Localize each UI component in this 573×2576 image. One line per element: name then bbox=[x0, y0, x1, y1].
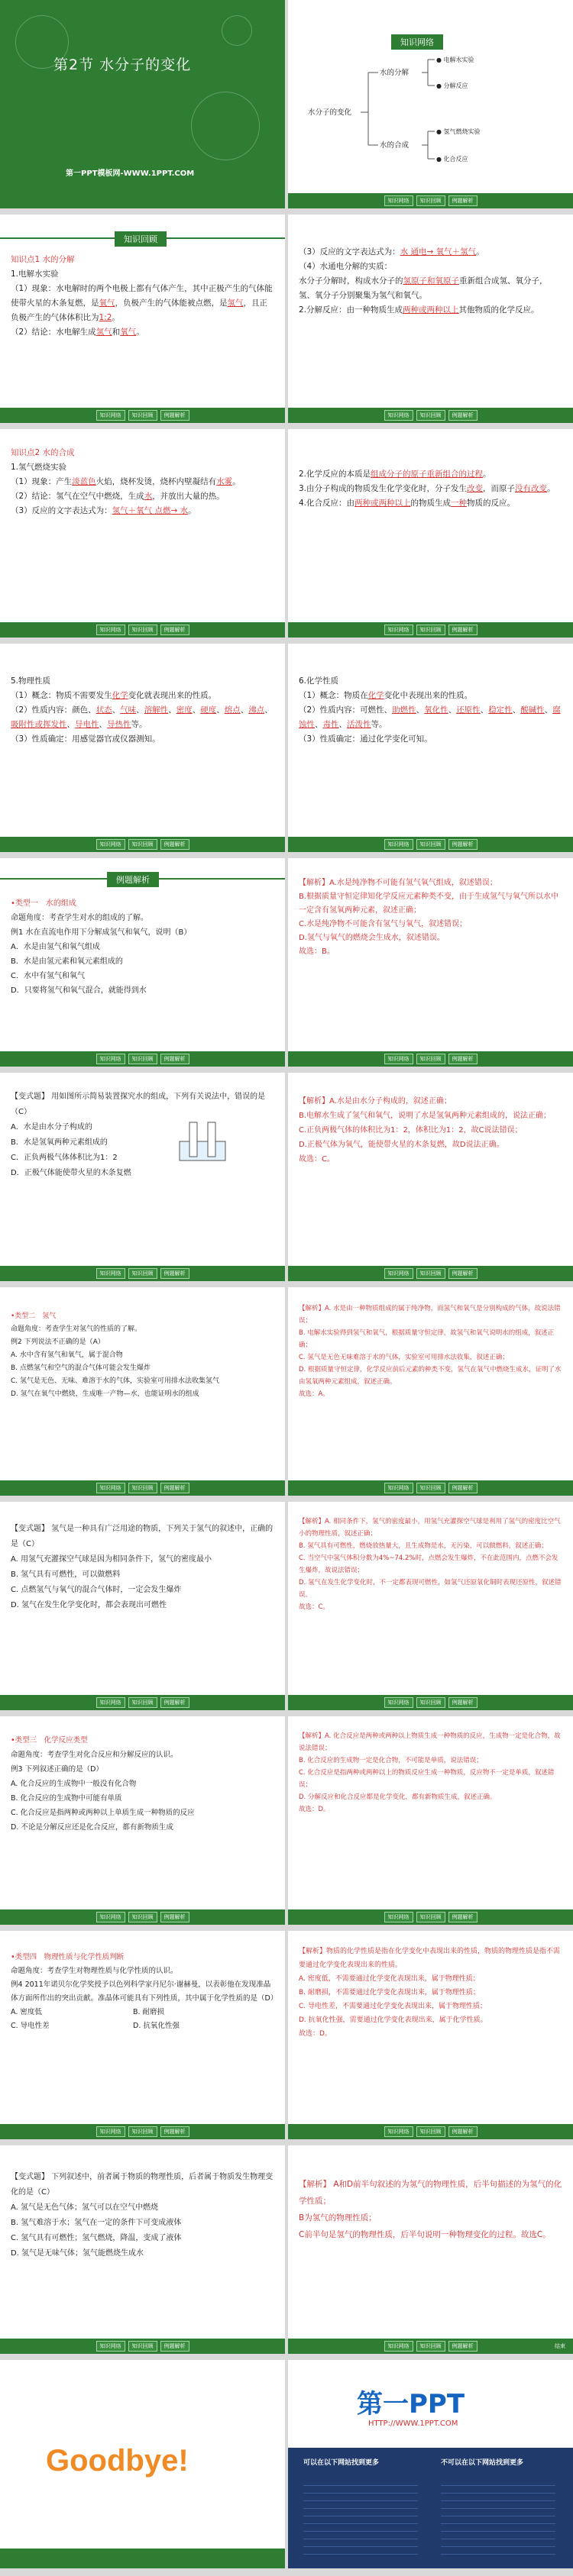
nav-knowledge-review[interactable]: 知识回顾 bbox=[416, 1054, 445, 1064]
nav-knowledge-review[interactable]: 知识回顾 bbox=[416, 2341, 445, 2352]
nav-knowledge-network[interactable]: 知识网络 bbox=[96, 410, 125, 421]
slide-subtitle: 第一PPT模板网-WWW.1PPT.COM bbox=[66, 169, 195, 178]
network-leaf: ● 氢气燃烧实验 bbox=[436, 128, 481, 135]
nav-knowledge-network[interactable]: 知识网络 bbox=[384, 1912, 413, 1922]
answer-slide-7 bbox=[288, 2145, 573, 2354]
slide-body: 【变式题】 下列叙述中，前者属于物质的物理性质，后者属于物质发生物理变化的是（C） A. 氢气是无色气体；氢气可以在空气中燃烧 B. 氢气难溶于水；氢气在一定的条件下可变成液体 C. 氢气具有可燃性；氢气燃烧，降温，变成了液体 D. 氢气是无味气体；氢气能燃烧生成水 bbox=[11, 2173, 274, 2258]
link-list[interactable] bbox=[441, 2478, 555, 2555]
nav-examples[interactable]: 例题解析 bbox=[160, 410, 189, 421]
nav-bar bbox=[288, 1695, 573, 1710]
nav-bar bbox=[0, 1695, 285, 1710]
nav-knowledge-network[interactable]: 知识网络 bbox=[384, 1697, 413, 1708]
nav-knowledge-network[interactable]: 知识网络 bbox=[384, 1483, 413, 1493]
nav-knowledge-network[interactable]: 知识网络 bbox=[96, 839, 125, 850]
nav-knowledge-review[interactable]: 知识回顾 bbox=[128, 625, 157, 635]
nav-bar bbox=[0, 2124, 285, 2139]
links-panel bbox=[288, 2448, 573, 2568]
nav-knowledge-network[interactable]: 知识网络 bbox=[384, 2341, 413, 2352]
nav-bar bbox=[0, 622, 285, 638]
slide-body: 【变式题】 氢气是一种具有广泛用途的物质，下列关于氢气的叙述中，正确的是（C） A. 用氢气充灌探空气球是因为相同条件下，氢气的密度最小 B. 氢气具有可燃性，可以做燃料 C. 点燃氢气与氧气的混合气体时，一定会发生爆炸 D. 氢气在发生化学变化时，都会表现出可燃性 bbox=[11, 1525, 274, 1609]
review-slide-4 bbox=[288, 429, 573, 638]
nav-bar bbox=[288, 408, 573, 423]
slide-body: 【解析】物质的化学性质是指在化学变化中表现出来的性质，物质的物理性质是指不需要通过化学变化表现出来的性质。 A. 密度低，不需要通过化学变化表现出来，属于物理性质； B. 耐磨损，不需要通过化学变化表现出来，属于物理性质； C. 导电性差，不需要通过化学变化表现出来，属于物理性质； D. 抗氧化性强，需要通过化学变化表现出来，属于化学性质。 故选：D。 bbox=[299, 1948, 561, 2038]
nav-knowledge-review[interactable]: 知识回顾 bbox=[416, 1268, 445, 1279]
nav-bar bbox=[0, 1051, 285, 1067]
brand-logo: 第一PPT bbox=[357, 2389, 465, 2419]
nav-examples[interactable]: 例题解析 bbox=[448, 1912, 478, 1922]
nav-bar bbox=[288, 1051, 573, 1067]
answer-slide-1 bbox=[288, 858, 573, 1067]
example-slide-4 bbox=[0, 1502, 285, 1710]
nav-knowledge-review[interactable]: 知识回顾 bbox=[416, 839, 445, 850]
nav-knowledge-review[interactable]: 知识回顾 bbox=[416, 2126, 445, 2137]
nav-examples[interactable]: 例题解析 bbox=[160, 1483, 189, 1493]
nav-bar bbox=[0, 1480, 285, 1496]
nav-examples[interactable]: 例题解析 bbox=[160, 1912, 189, 1922]
nav-examples[interactable]: 例题解析 bbox=[160, 1697, 189, 1708]
example-slide-1 bbox=[0, 858, 285, 1067]
network-leaf: ● 电解水实验 bbox=[436, 56, 474, 63]
example-slide-7 bbox=[0, 2145, 285, 2354]
nav-knowledge-network[interactable]: 知识网络 bbox=[96, 1268, 125, 1279]
nav-knowledge-review[interactable]: 知识回顾 bbox=[416, 1697, 445, 1708]
nav-knowledge-network[interactable]: 知识网络 bbox=[384, 839, 413, 850]
example-slide-3 bbox=[0, 1287, 285, 1496]
slide-body: •类型三 化学反应类型 命题角度：考查学生对化合反应和分解反应的认识。 例3 下列叙述正确的是（D） A. 化合反应的生成物中一般没有化合物 B. 化合反应的生成物中可能有单质 C. 化合反应是指两种或两种以上单质生成一种物质的反应 D. 不论是分解反应还是化合反应，都有新物质生成 bbox=[11, 1736, 195, 1832]
nav-examples[interactable]: 例题解析 bbox=[448, 410, 478, 421]
slide-body: 5.物理性质 （1）概念：物质不需要发生化学变化就表现出来的性质。 （2）性质内容：颜色、状态、气味、溶解性、密度、硬度、熔点、沸点、吸附性或挥发性、导电性、导热性等。 （3）性质确定：用感觉器官或仪器测知。 bbox=[11, 676, 273, 744]
slide-body: 【解析】A. 水是由一种物质组成的属于纯净物，而氢气和氧气是分别构成的气体，故说法错误； B. 电解水实验得到氢气和氧气，根据质量守恒定律，故氢气和氧气说明水的组成，叙述正确； C. 氢气是无色无味难溶于水的气体，实验室可用排水法收集，叙述正确； D. 根据质量守恒定律，化学反应前后元素的种类不变，氢气在氧气中燃烧生成水，证明了水由氢氧两种元素组成，叙述正确。 故选：A。 bbox=[299, 1305, 562, 1398]
nav-bar bbox=[0, 1909, 285, 1925]
nav-bar bbox=[0, 2339, 285, 2354]
nav-knowledge-network[interactable]: 知识网络 bbox=[96, 1697, 125, 1708]
nav-examples[interactable]: 例题解析 bbox=[160, 2126, 189, 2137]
nav-examples[interactable]: 例题解析 bbox=[160, 1268, 189, 1279]
links-heading: 可以在以下网站找到更多 bbox=[303, 2459, 380, 2467]
review-slide-1 bbox=[0, 215, 285, 423]
review-slide-3 bbox=[0, 429, 285, 638]
nav-knowledge-review[interactable]: 知识回顾 bbox=[416, 1912, 445, 1922]
slide-title: 第2节 水分子的变化 bbox=[53, 56, 192, 73]
nav-knowledge-network[interactable]: 知识网络 bbox=[96, 2126, 125, 2137]
nav-bar bbox=[288, 2339, 573, 2354]
nav-bar bbox=[288, 1266, 573, 1281]
nav-examples[interactable]: 例题解析 bbox=[448, 2341, 478, 2352]
example-slide-5 bbox=[0, 1716, 285, 1925]
nav-examples[interactable]: 例题解析 bbox=[448, 1697, 478, 1708]
nav-examples[interactable]: 例题解析 bbox=[448, 625, 478, 635]
network-leaf: ● 化合反应 bbox=[436, 156, 468, 163]
nav-bar bbox=[288, 622, 573, 638]
knowledge-network-slide bbox=[288, 0, 573, 208]
nav-bar bbox=[0, 1266, 285, 1281]
answer-slide-3 bbox=[288, 1287, 573, 1496]
answer-slide-4 bbox=[288, 1502, 573, 1710]
answer-slide-5 bbox=[288, 1716, 573, 1925]
nav-end[interactable]: 结束 bbox=[555, 2343, 565, 2349]
footer-band bbox=[0, 2549, 285, 2568]
nav-knowledge-network[interactable]: 知识网络 bbox=[384, 2126, 413, 2137]
nav-knowledge-review[interactable]: 知识回顾 bbox=[128, 1912, 157, 1922]
nav-knowledge-review[interactable]: 知识回顾 bbox=[416, 195, 445, 206]
slide-body: 2.化学反应的本质是组成分子的原子重新组合的过程。 3.由分子构成的物质发生化学变化时，分子发生改变，而原子没有改变。 4.化合反应：由两种或两种以上的物质生成一种物质的反应。 bbox=[299, 470, 555, 508]
slide-body: 【解析】A.水是由水分子构成的，叙述正确； B.电解水生成了氢气和氧气，说明了水是氢氧两种元素组成的，说法正确； C.正负两极气体的体积比为1：2，体积比为1：2，故C说法错误； D.正极气体为氧气，能使带火星的木条复燃，故D说法正确。 故选：C。 bbox=[299, 1097, 552, 1164]
nav-knowledge-network[interactable]: 知识网络 bbox=[96, 1912, 125, 1922]
network-root: 水分子的变化 bbox=[308, 108, 352, 117]
slide-body: 知识点1 水的分解 1.电解水实验 （1）现象：水电解时的两个电极上都有气体产生，其中正极产生的气体能使带火星的木条复燃，是氧气，负极产生的气体能被点燃，是氢气，且正负极产生的气体体积比为1:2。 （2）结论：水电解生成氢气和氧气。 bbox=[11, 255, 273, 337]
slide-body: 【变式题】 用如图所示简易装置探究水的组成，下列有关说法中，错误的是（C） A．水是由水分子构成的 B．水是氢氧两种元素组成的 C．正负两极气体体积比为1：2 D．正极气体能使带火星的木条复燃 bbox=[11, 1093, 266, 1177]
slide-body: 【解析】A. 化合反应是两种或两种以上物质生成一种物质的反应，生成物一定是化合物，故说法错误； B. 化合反应的生成物一定是化合物，不可能是单质，说法错误； C. 化合反应是指两种或两种以上的物质反应生成一种物质，反应物不一定是单质，叙述错误； D. 分解反应和化合反应都是化学变化，都有新物质生成，叙述正确。 故选：D。 bbox=[299, 1732, 561, 1813]
nav-examples[interactable]: 例题解析 bbox=[160, 625, 189, 635]
network-leaf: ● 分解反应 bbox=[436, 82, 468, 89]
nav-examples[interactable]: 例题解析 bbox=[448, 195, 478, 206]
nav-knowledge-review[interactable]: 知识回顾 bbox=[128, 1483, 157, 1493]
nav-knowledge-review[interactable]: 知识回顾 bbox=[128, 1268, 157, 1279]
nav-knowledge-review[interactable]: 知识回顾 bbox=[416, 410, 445, 421]
nav-examples[interactable]: 例题解析 bbox=[448, 1054, 478, 1064]
network-branch: 水的分解 bbox=[380, 69, 410, 77]
network-lines bbox=[288, 0, 573, 193]
slide-body: •类型一 水的组成 命题角度：考查学生对水的组成的了解。 例1 水在直流电作用下分解成氢气和氧气，说明（B） A．水是由氢气和氧气组成 B．水是由氢元素和氧元素组成的 C．水中有氢气和氧气 D．只要将氢气和氧气混合，就能得到水 bbox=[11, 899, 192, 995]
slide-body: •类型二 氢气 命题角度：考查学生对氢气的性质的了解。 例2 下列说法不正确的是（A） A. 水中含有氢气和氧气，属于混合物 B. 点燃氢气和空气的混合气体可能会发生爆炸 C. 氢气是无色、无味、难溶于水的气体，实验室可用排水法收集氢气 D. 氢气在氧气中燃烧，生成唯一产物—水，也能证明水的组成 bbox=[11, 1312, 220, 1398]
nav-examples[interactable]: 例题解析 bbox=[160, 1054, 189, 1064]
nav-knowledge-network[interactable]: 知识网络 bbox=[384, 410, 413, 421]
nav-knowledge-network[interactable]: 知识网络 bbox=[96, 1483, 125, 1493]
brand-slide bbox=[288, 2360, 573, 2568]
example-slide-2 bbox=[0, 1073, 285, 1281]
nav-knowledge-network[interactable]: 知识网络 bbox=[384, 1268, 413, 1279]
link-list[interactable] bbox=[303, 2478, 418, 2555]
nav-examples[interactable]: 例题解析 bbox=[160, 839, 189, 850]
network-branch: 水的合成 bbox=[380, 141, 410, 150]
nav-bar bbox=[288, 1909, 573, 1925]
nav-knowledge-review[interactable]: 知识回顾 bbox=[416, 625, 445, 635]
nav-examples[interactable]: 例题解析 bbox=[448, 1268, 478, 1279]
review-slide-6 bbox=[288, 644, 573, 852]
nav-knowledge-review[interactable]: 知识回顾 bbox=[416, 1483, 445, 1493]
nav-bar bbox=[0, 408, 285, 423]
goodbye-slide bbox=[0, 2360, 285, 2568]
nav-knowledge-network[interactable]: 知识网络 bbox=[384, 195, 413, 206]
section-tag: 知识网络 bbox=[391, 34, 443, 50]
nav-bar bbox=[288, 2124, 573, 2139]
brand-url[interactable]: HTTP://WWW.1PPT.COM bbox=[368, 2419, 458, 2428]
nav-bar bbox=[288, 837, 573, 852]
nav-knowledge-review[interactable]: 知识回顾 bbox=[128, 2126, 157, 2137]
example-slide-6 bbox=[0, 1931, 285, 2139]
answer-slide-6 bbox=[288, 1931, 573, 2139]
title-slide bbox=[0, 0, 285, 208]
nav-bar bbox=[0, 837, 285, 852]
nav-bar bbox=[288, 1480, 573, 1496]
links-heading: 不可以在以下网站找到更多 bbox=[441, 2459, 524, 2467]
nav-knowledge-network[interactable]: 知识网络 bbox=[384, 625, 413, 635]
answer-slide-2 bbox=[288, 1073, 573, 1281]
nav-knowledge-review[interactable]: 知识回顾 bbox=[128, 839, 157, 850]
nav-knowledge-network[interactable]: 知识网络 bbox=[96, 1054, 125, 1064]
nav-knowledge-network[interactable]: 知识网络 bbox=[96, 2341, 125, 2352]
nav-knowledge-review[interactable]: 知识回顾 bbox=[128, 2341, 157, 2352]
section-tag: 知识回顾 bbox=[115, 231, 167, 247]
slide-body: （3）反应的文字表达式为：水 通电→ 氧气＋氢气。 （4）水通电分解的实质： 水分子分解时，构成水分子的氢原子和氧原子重新组合成氢、氧分子，氢、氧分子分别聚集为氢气和氧气。 2.分解反应：由一种物质生成两种或两种以上其他物质的化学反应。 bbox=[299, 247, 548, 315]
electrolysis-apparatus bbox=[176, 1119, 229, 1164]
nav-examples[interactable]: 例题解析 bbox=[448, 1483, 478, 1493]
nav-examples[interactable]: 例题解析 bbox=[160, 2341, 189, 2352]
review-slide-2 bbox=[288, 215, 573, 423]
slide-body: 【解析】 A和D前半句叙述的为氢气的物理性质，后半句描述的为氢气的化学性质； B为氢气的物理性质； C前半句是氢气的物理性质，后半句说明一种物理变化的过程。故选C。 bbox=[299, 2180, 562, 2239]
nav-bar bbox=[288, 193, 573, 208]
nav-examples[interactable]: 例题解析 bbox=[448, 839, 478, 850]
section-tag: 例题解析 bbox=[107, 872, 159, 887]
nav-knowledge-review[interactable]: 知识回顾 bbox=[128, 1054, 157, 1064]
slide-body: 知识点2 水的合成 1.氢气燃烧实验 （1）现象：产生淡蓝色火焰，烧杯发烫，烧杯内壁凝结有水雾。 （2）结论：氢气在空气中燃烧，生成水，并放出大量的热。 （3）反应的文字表达式为：氢气＋氧气 点燃→ 水。 bbox=[11, 448, 241, 515]
slide-body: 【解析】A. 相同条件下，氢气的密度最小，用氢气充灌探空气球是利用了氢气的密度比空气小的物理性质，叙述正确； B. 氢气具有可燃性，燃烧放热量大，且生成物是水，无污染，可以做燃料，叙述正确； C. 当空气中氢气体积分数为4%~74.2%时，点燃会发生爆炸，不在此范围内，点燃不会发生爆炸，故说法错误； D. 氢气在发生化学变化时，不一定都表现可燃性，如氢气还原氧化铜时表现还原性，叙述错误。 故选：C。 bbox=[299, 1518, 562, 1611]
nav-examples[interactable]: 例题解析 bbox=[448, 2126, 478, 2137]
nav-knowledge-network[interactable]: 知识网络 bbox=[96, 625, 125, 635]
slide-body: •类型四 物理性质与化学性质判断 命题角度：考查学生对物理性质与化学性质的认识。 例4 2011年诺贝尔化学奖授予以色列科学家丹尼尔·谢赫曼，以表彰他在发现准晶体方面所作出的突出贡献。准晶体可能具有下列性质，其中属于化学性质的是（D） A. 密度低 B. 耐磨损 C. 导电性差 D. 抗氧化性强 bbox=[11, 1953, 278, 2030]
slide-body: 【解析】A.水是纯净物不可能有氢气氧气组成，叙述错误； B.根据质量守恒定律知化学反应元素种类不变，由于生成氢气与氧气所以水中一定含有氢氧两种元素，叙述正确； C.水是纯净物不可能含有氢气与氧气，叙述错误； D.氢气与氧气的燃烧会生成水，叙述错误。 故选：B。 bbox=[299, 879, 559, 956]
review-slide-5 bbox=[0, 644, 285, 852]
nav-knowledge-review[interactable]: 知识回顾 bbox=[128, 1697, 157, 1708]
slide-body: 6.化学性质 （1）概念：物质在化学变化中表现出来的性质。 （2）性质内容：可燃性、助燃性、氧化性、还原性、稳定性、酸碱性、腐蚀性、毒性、活泼性等。 （3）性质确定：通过化学变化可知。 bbox=[299, 676, 561, 744]
goodbye-text: Goodbye! bbox=[46, 2444, 189, 2478]
nav-knowledge-network[interactable]: 知识网络 bbox=[384, 1054, 413, 1064]
nav-knowledge-review[interactable]: 知识回顾 bbox=[128, 410, 157, 421]
